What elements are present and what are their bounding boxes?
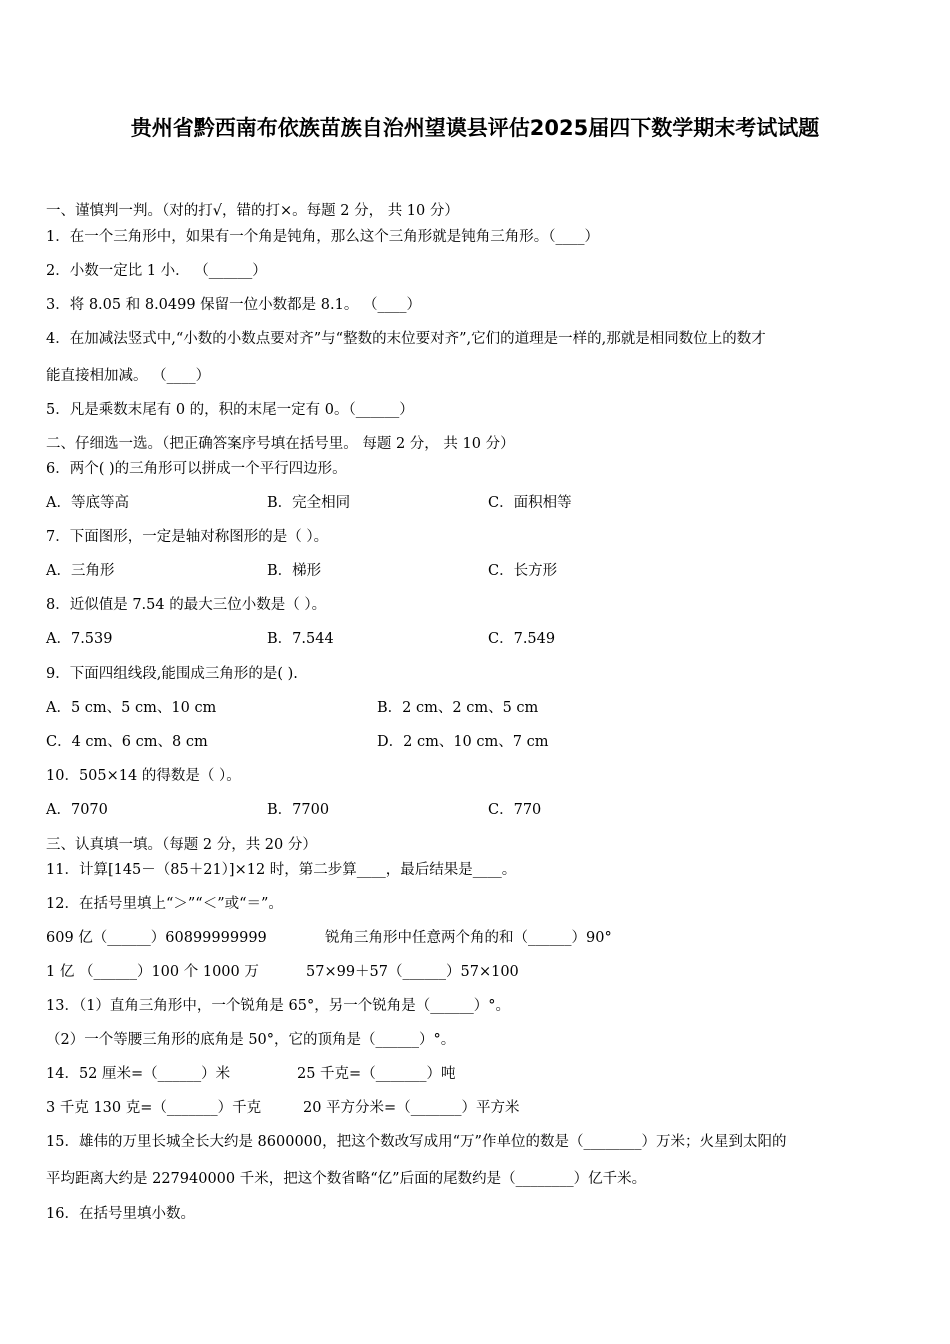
section-1-heading: 一、谨慎判一判。（对的打√，错的打×。每题 2 分， 共 10 分） — [46, 203, 459, 219]
page-title: 贵州省黔西南布依族苗族自治州望谟县评估2025届四下数学期末考试试题 — [130, 116, 820, 140]
q8-option-c: C．7.549 — [488, 631, 556, 647]
q12-item-3: 1 亿 （______）100 个 1000 万 — [46, 964, 259, 980]
question-9: 9．下面四组线段,能围成三角形的是( ). — [46, 666, 298, 682]
q9-option-c: C．4 cm、6 cm、8 cm — [46, 734, 208, 750]
question-14-item-3: 3 千克 130 克=（_______）千克 — [46, 1100, 262, 1116]
question-4-line-2: 能直接相加减。 （____） — [46, 368, 211, 384]
section-3-heading: 三、认真填一填。（每题 2 分，共 20 分） — [46, 837, 317, 853]
question-3: 3．将 8.05 和 8.0499 保留一位小数都是 8.1。 （____） — [46, 297, 421, 313]
section-2-heading: 二、仔细选一选。（把正确答案序号填在括号里。 每题 2 分， 共 10 分） — [46, 436, 515, 452]
q8-option-a: A．7.539 — [46, 631, 113, 647]
q12-item-2: 锐角三角形中任意两个角的和（______）90° — [325, 930, 612, 946]
q9-option-b: B．2 cm、2 cm、5 cm — [377, 700, 539, 716]
question-15-line-1: 15．雄伟的万里长城全长大约是 8600000，把这个数改写成用“万”作单位的数是（________）万米；火星到太阳的 — [46, 1134, 787, 1150]
q12-item-4: 57×99＋57（______）57×100 — [306, 964, 519, 980]
q10-option-c: C．770 — [488, 802, 542, 818]
question-6: 6．两个( )的三角形可以拼成一个平行四边形。 — [46, 461, 347, 477]
q10-option-a: A．7070 — [46, 802, 108, 818]
question-1: 1．在一个三角形中，如果有一个角是钝角，那么这个三角形就是钝角三角形。（____） — [46, 229, 599, 245]
question-11: 11．计算[145－（85＋21）]×12 时，第二步算____，最后结果是____。 — [46, 862, 517, 878]
question-2: 2．小数一定比 1 小． （______） — [46, 263, 267, 279]
question-14-item-2: 25 千克=（_______）吨 — [297, 1066, 456, 1082]
question-8: 8．近似值是 7.54 的最大三位小数是（ ）。 — [46, 597, 327, 613]
question-10: 10．505×14 的得数是（ ）。 — [46, 768, 241, 784]
q8-option-b: B．7.544 — [267, 631, 334, 647]
q6-option-a: A．等底等高 — [46, 495, 129, 511]
question-5: 5．凡是乘数末尾有 0 的，积的末尾一定有 0。（______） — [46, 402, 414, 418]
question-4-line-1: 4．在加减法竖式中,“小数的小数点要对齐”与“整数的末位要对齐”,它们的道理是一样的,那就是相同数位上的数才 — [46, 331, 766, 347]
q6-option-c: C．面积相等 — [488, 495, 572, 511]
q9-option-d: D．2 cm、10 cm、7 cm — [377, 734, 549, 750]
question-15-line-2: 平均距离大约是 227940000 千米，把这个数省略“亿”后面的尾数约是（________）亿千米。 — [46, 1171, 647, 1187]
question-14-item-4: 20 平方分米=（_______）平方米 — [303, 1100, 520, 1116]
q7-option-b: B．梯形 — [267, 563, 322, 579]
question-14-item-1: 14．52 厘米=（______）米 — [46, 1066, 231, 1082]
q7-option-a: A．三角形 — [46, 563, 115, 579]
question-12: 12．在括号里填上“＞”“＜”或“＝”。 — [46, 896, 283, 912]
question-13-part-1: 13．（1）直角三角形中，一个锐角是 65°，另一个锐角是（______）°。 — [46, 998, 510, 1014]
q7-option-c: C．长方形 — [488, 563, 558, 579]
q6-option-b: B．完全相同 — [267, 495, 351, 511]
question-16: 16．在括号里填小数。 — [46, 1206, 195, 1222]
question-13-part-2: （2）一个等腰三角形的底角是 50°，它的顶角是（______）°。 — [46, 1032, 456, 1048]
q10-option-b: B．7700 — [267, 802, 330, 818]
question-7: 7．下面图形，一定是轴对称图形的是（ ）。 — [46, 529, 329, 545]
q12-item-1: 609 亿（______）60899999999 — [46, 930, 267, 946]
q9-option-a: A．5 cm、5 cm、10 cm — [46, 700, 217, 716]
